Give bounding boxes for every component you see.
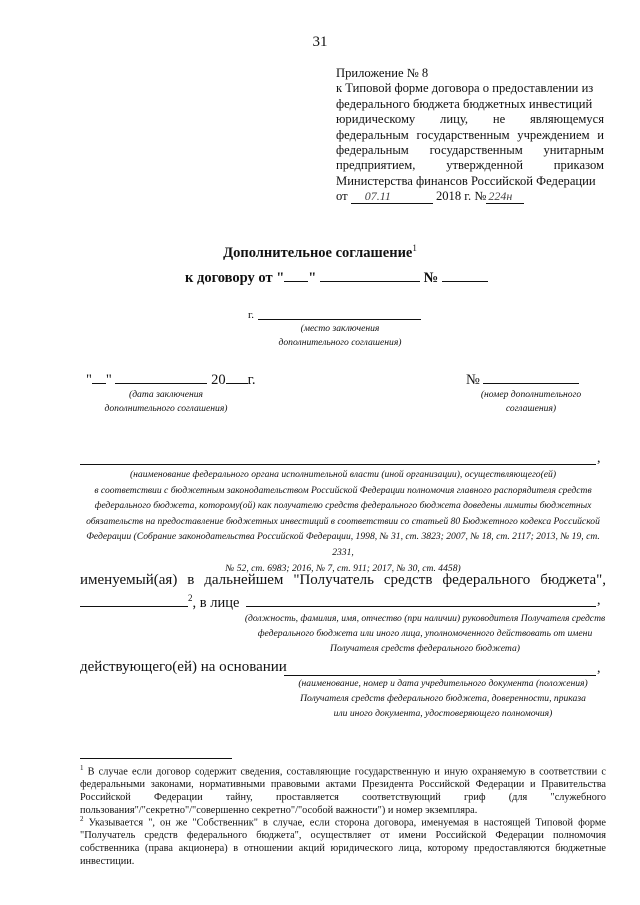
caption-line: (дата заключения	[129, 389, 203, 400]
month-year-field	[320, 267, 420, 282]
caption-line: федерального бюджета или иного лица, уполномоченного действовать от имени	[257, 628, 593, 640]
number-block	[466, 369, 579, 389]
caption-line: (наименование федерального органа исполнительной власти (иной организации), осуществляющего(ей)	[129, 469, 557, 480]
recipient-line	[80, 592, 239, 612]
recipient-short-field	[80, 592, 188, 607]
contract-number-field	[442, 267, 488, 282]
caption-line: Федерации (Собрание законодательства Российской Федерации, 1998, № 31, ст. 3823; 2007, № 18, ст. 2117; 2013, № 19, ст. 2331,	[86, 531, 600, 558]
title-main: Дополнительное соглашение	[223, 244, 413, 261]
basis-text: действующего(ей) на основании	[80, 659, 287, 675]
date-field	[351, 189, 433, 204]
date-handwritten: 07.11	[364, 189, 391, 204]
page-number: 31	[312, 34, 328, 50]
footnote-text: Указывается ", он же "Собственник" в случае, если сторона договора, именуемая в настоящей Типовой форме "Получатель средств федерального бюджета", осуществляет от имени Российской Федерации полномочия собственника (права акционера) в отношении акций юридического лица, которому предоставляются бюджетные инвестиции.	[80, 817, 606, 867]
number-sign: №	[466, 372, 480, 388]
representative-line	[246, 606, 596, 607]
quote-open: "	[86, 372, 92, 388]
caption-line: Получателя средств федерального бюджета, доверенности, приказа	[300, 693, 586, 705]
org-trailing-comma: ,	[597, 451, 601, 466]
appendix-line: к Типовой форме договора о предоставлении из	[336, 81, 594, 96]
date-caption	[86, 388, 246, 416]
appendix-line: федеральным государственным унитарным	[336, 142, 604, 157]
year-prefix: 20	[211, 372, 226, 388]
caption-line: в соответствии с бюджетным законодательством Российской Федерации полномочия главного распорядителя средств	[94, 484, 592, 496]
day-field	[92, 369, 106, 384]
quote-close: "	[105, 372, 112, 388]
caption-line: обязательств на предоставление бюджетных инвестиций в соответствии со статьей 80 Бюджетного кодекса Российской	[86, 515, 600, 527]
appendix-line: юридическому лицу, не являющемуся	[336, 112, 604, 127]
representative-caption	[240, 611, 610, 657]
day-field	[284, 267, 308, 282]
date-block	[86, 369, 256, 389]
caption-line: (номер дополнительного	[480, 389, 582, 400]
basis-trailing-comma: ,	[597, 661, 601, 676]
subtitle-prefix: к договору от "	[185, 270, 285, 286]
caption-line: федерального бюджета, которому(ой) как получателю средств федерального бюджета доведены лимиты бюджетных	[94, 500, 592, 512]
subtitle-number-sign: №	[423, 270, 439, 286]
place-prefix: г.	[248, 309, 255, 321]
caption-line: № 52, ст. 6983; 2016, № 7, ст. 911; 2017, № 30, ст. 4458)	[225, 562, 461, 574]
appendix-line: предприятием, утвержденной приказом	[336, 158, 604, 173]
appendix-header	[336, 66, 604, 205]
caption-line: или иного документа, удостоверяющего полномочия)	[333, 708, 553, 720]
appendix-line: федерального бюджета бюджетных инвестиций	[336, 96, 593, 111]
caption-line: (наименование, номер и дата учредительного документа (положения)	[298, 678, 588, 689]
document-title	[0, 243, 640, 262]
basis-caption	[290, 676, 596, 722]
caption-line: Получателя средств федерального бюджета)	[330, 643, 520, 655]
number-handwritten: 224н	[488, 189, 513, 204]
number-field	[486, 189, 524, 204]
appendix-date-line	[336, 189, 604, 204]
caption-line: (должность, фамилия, имя, отчество (при наличии) руководителя Получателя средств	[244, 613, 606, 624]
agreement-number-field	[483, 369, 579, 384]
footnote-mark: 1	[412, 243, 417, 253]
footnote-separator	[80, 758, 232, 759]
number-caption	[466, 388, 596, 416]
caption-line: дополнительного соглашения)	[104, 403, 228, 414]
document-subtitle	[185, 267, 488, 287]
org-line	[80, 464, 596, 465]
caption-line: дополнительного соглашения)	[278, 337, 402, 348]
caption-line: (место заключения	[300, 323, 380, 334]
year-suffix: г.	[247, 372, 256, 388]
date-prefix: от	[336, 189, 348, 204]
appendix-line: Министерства финансов Российской Федерации	[336, 173, 596, 188]
subtitle-quote: "	[308, 270, 317, 286]
year-text: 2018 г. №	[435, 189, 487, 204]
recipient-text: именуемый(ая) в дальнейшем "Получатель средств федерального бюджета",	[80, 572, 606, 588]
footnote-1	[80, 762, 606, 817]
appendix-line: федеральным государственным учреждением и	[336, 127, 604, 142]
place-caption	[250, 322, 430, 350]
footnote-mark: 2	[188, 593, 193, 604]
place-line	[258, 319, 421, 320]
in-person-text: , в лице	[192, 595, 240, 611]
caption-line: соглашения)	[505, 403, 557, 414]
footnote-text: В случае если договор содержит сведения, составляющие государственную и иную охраняемую в соответствии с федеральными законами, нормативными правовыми актами Президента Российской Федерации и Правительства Российской Федерации тайну, проставляется соответствующий гриф (для "служебного пользования"/"секретно"/"совершенно секретно"/"особой важности") и номер экземпляра.	[80, 766, 606, 816]
org-caption	[80, 467, 606, 576]
footnote-mark: 1	[80, 764, 84, 772]
footnote-2	[80, 813, 606, 868]
appendix-line: Приложение № 8	[336, 66, 429, 80]
footnote-mark: 2	[80, 815, 84, 823]
month-field	[115, 369, 207, 384]
year-field	[226, 369, 248, 384]
recipient-trailing-comma: ,	[597, 593, 601, 608]
